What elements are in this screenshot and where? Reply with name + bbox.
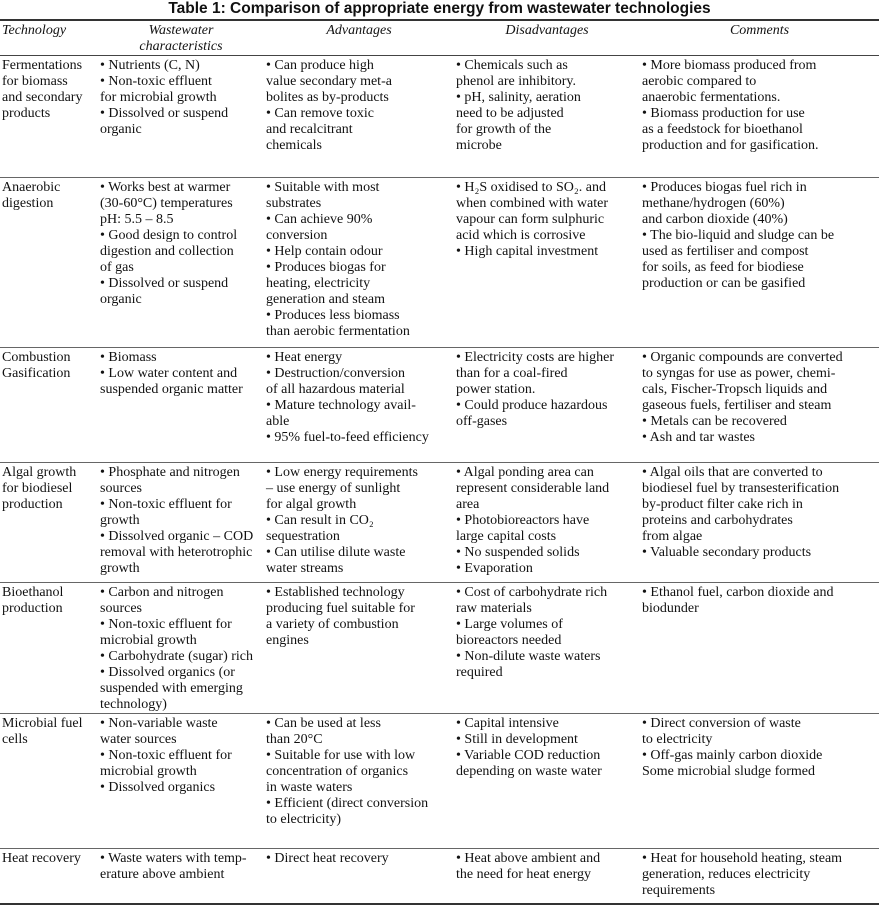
cell-advantages: • Suitable with most substrates • Can achieve 90% conversion • Help contain odour • Produces biogas for heating, electricity generation and steam • Produces less biomass than aerobic fermentation (264, 178, 454, 348)
table-row (0, 348, 879, 463)
cell-comments: • Algal oils that are converted to biodiesel fuel by transesterification by-product filter cake rich in proteins and carbohydrates from algae • Valuable secondary products (640, 463, 879, 583)
cell-technology: Microbial fuel cells (0, 714, 98, 849)
column-header-wastewater-characteristics: Wastewater characteristics (98, 20, 264, 56)
cell-advantages: • Low energy requirements – use energy of sunlight for algal growth • Can result in CO₂ sequestration • Can utilise dilute waste water streams (264, 463, 454, 583)
table-row (0, 178, 879, 348)
cell-advantages: • Direct heat recovery (266, 851, 389, 866)
cell-technology: Algal growth for biodiesel production (0, 463, 98, 583)
cell-advantages: • Can produce high value secondary met-a bolites as by-products • Can remove toxic and recalcitrant chemicals (264, 56, 454, 178)
cell-comments: • Produces biogas fuel rich in methane/hydrogen (60%) and carbon dioxide (40%) • The bio-liquid and sludge can be used as fertiliser and compost for soils, as feed for biodiese production or can be gasified (640, 178, 879, 348)
table-title: Table 1: Comparison of appropriate energy from wastewater technologies (168, 0, 711, 17)
cell-disadvantages: • Algal ponding area can represent considerable land area • Photobioreactors have large capital costs • No suspended solids • Evaporation (454, 463, 640, 583)
table-row (0, 714, 879, 849)
cell-advantages: • Heat energy • Destruction/conversion of all hazardous material • Mature technology avail- able • 95% fuel-to-feed efficiency (264, 348, 454, 463)
table-row (0, 463, 879, 583)
cell-disadvantages: • Cost of carbohydrate rich raw materials • Large volumes of bioreactors needed • Non-dilute waste waters required (454, 583, 640, 714)
cell-technology: Fermentations for biomass and secondary products (0, 56, 98, 178)
cell-advantages: • Established technology producing fuel suitable for a variety of combustion engines (264, 583, 454, 714)
cell-wastewater-characteristics: • Nutrients (C, N) • Non-toxic effluent for microbial growth • Dissolved or suspend organic (98, 56, 264, 178)
column-header-technology: Technology (0, 20, 98, 56)
table-row (0, 56, 879, 178)
cell-comments: • Heat for household heating, steam generation, reduces electricity requirements (642, 851, 843, 898)
cell-comments: • Organic compounds are converted to syngas for use as power, chemi- cals, Fischer-Tropsch liquids and gaseous fuels, fertiliser and steam • Metals can be recovered • Ash and tar wastes (640, 348, 879, 463)
cell-technology: Heat recovery (2, 851, 81, 866)
cell-technology: Bioethanol production (0, 583, 98, 714)
cell-disadvantages: • Electricity costs are higher than for a coal-fired power station. • Could produce hazardous off-gases (454, 348, 640, 463)
cell-advantages: • Can be used at less than 20°C • Suitable for use with low concentration of organics in waste waters • Efficient (direct conversion to electricity) (264, 714, 454, 849)
cell-comments: • Direct conversion of waste to electricity • Off-gas mainly carbon dioxide Some microbial sludge formed (640, 714, 879, 849)
cell-comments: • Ethanol fuel, carbon dioxide and biodunder (640, 583, 879, 714)
cell-wastewater-characteristics: • Waste waters with temp- erature above ambient (100, 851, 247, 882)
cell-wastewater-characteristics: • Works best at warmer (30-60°C) temperatures pH: 5.5 – 8.5 • Good design to control digestion and collection of gas • Dissolved or suspend organic (98, 178, 264, 348)
cell-wastewater-characteristics: • Carbon and nitrogen sources • Non-toxic effluent for microbial growth • Carbohydrate (sugar) rich • Dissolved organics (or suspended with emerging technology) (98, 583, 264, 714)
table-row (0, 849, 879, 904)
cell-wastewater-characteristics: • Non-variable waste water sources • Non-toxic effluent for microbial growth • Dissolved organics (98, 714, 264, 849)
cell-disadvantages: • Heat above ambient and the need for heat energy (456, 851, 601, 882)
cell-comments: • More biomass produced from aerobic compared to anaerobic fermentations. • Biomass production for use as a feedstock for bioethanol production and for gasification. (640, 56, 879, 178)
cell-disadvantages: • Chemicals such as phenol are inhibitory. • pH, salinity, aeration need to be adjusted for growth of the microbe (454, 56, 640, 178)
cell-wastewater-characteristics: • Phosphate and nitrogen sources • Non-toxic effluent for growth • Dissolved organic – COD removal with heterotrophic growth (98, 463, 264, 583)
column-header-comments: Comments (640, 20, 879, 56)
column-header-disadvantages: Disadvantages (454, 20, 640, 56)
header-row (0, 20, 879, 56)
cell-disadvantages: • Capital intensive • Still in development • Variable COD reduction depending on waste water (454, 714, 640, 849)
cell-technology: Anaerobic digestion (0, 178, 98, 348)
table-row (0, 583, 879, 714)
comparison-table (0, 19, 879, 905)
column-header-advantages: Advantages (264, 20, 454, 56)
cell-wastewater-characteristics: • Biomass • Low water content and suspended organic matter (98, 348, 264, 463)
cell-disadvantages: • H₂S oxidised to SO₂. and when combined with water vapour can form sulphuric acid which is corrosive • High capital investment (454, 178, 640, 348)
cell-technology: Combustion Gasification (0, 348, 98, 463)
